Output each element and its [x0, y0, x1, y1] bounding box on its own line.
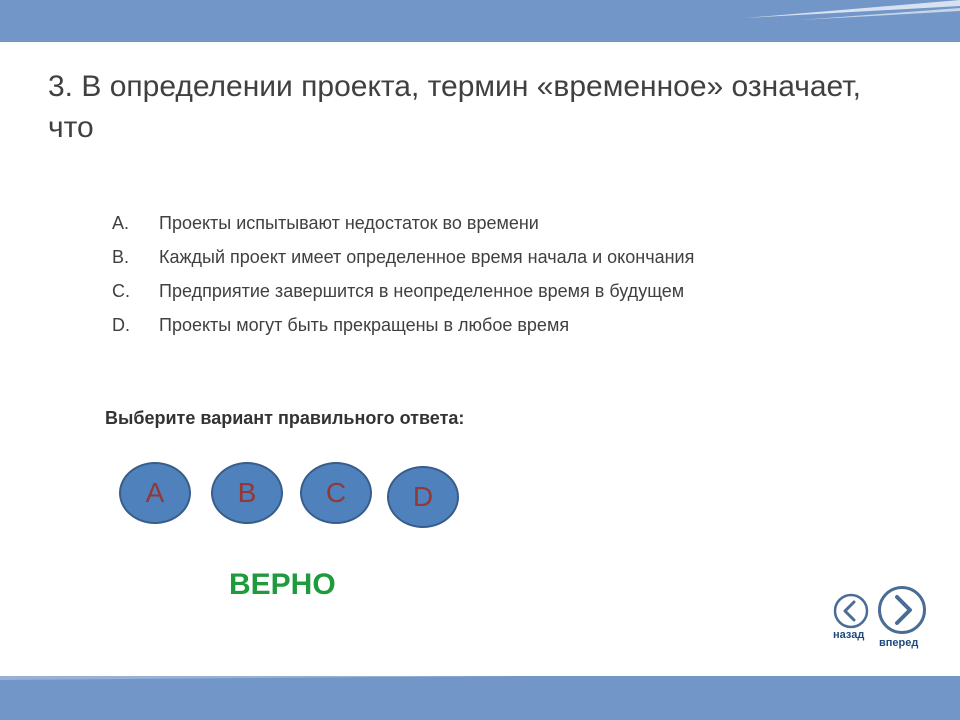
option-text: Проекты испытывают недостаток во времени — [159, 212, 539, 233]
option-text: Предприятие завершится в неопределенное время в будущем — [159, 280, 685, 301]
bottom-decorative-band — [0, 676, 960, 720]
chevron-right-circle-icon — [877, 585, 927, 635]
option-b — [112, 240, 694, 274]
option-a — [112, 206, 694, 240]
forward-button[interactable] — [877, 585, 927, 635]
answer-options-list — [112, 206, 694, 342]
back-label[interactable]: назад — [833, 629, 865, 641]
option-d — [112, 308, 694, 342]
option-letter: C. — [112, 280, 130, 301]
answer-prompt: Выберите вариант правильного ответа: — [105, 408, 465, 428]
option-text: Каждый проект имеет определенное время начала и окончания — [159, 246, 695, 267]
chevron-left-circle-icon — [833, 593, 869, 629]
option-c — [112, 274, 694, 308]
back-button[interactable] — [833, 593, 869, 629]
option-letter: B. — [112, 246, 130, 267]
slide-title: 3. В определении проекта, термин «временное» означает, что — [48, 70, 861, 144]
option-letter: A. — [112, 212, 130, 233]
answer-d-button[interactable]: D — [387, 466, 459, 528]
answer-a-button[interactable]: A — [119, 462, 191, 524]
forward-label[interactable]: вперед — [879, 637, 919, 649]
result-message: ВЕРНО — [229, 568, 336, 601]
answer-c-button[interactable]: C — [300, 462, 372, 524]
option-letter: D. — [112, 314, 130, 335]
answer-b-button[interactable]: B — [211, 462, 283, 524]
top-decorative-band — [0, 0, 960, 42]
option-text: Проекты могут быть прекращены в любое время — [159, 314, 570, 335]
